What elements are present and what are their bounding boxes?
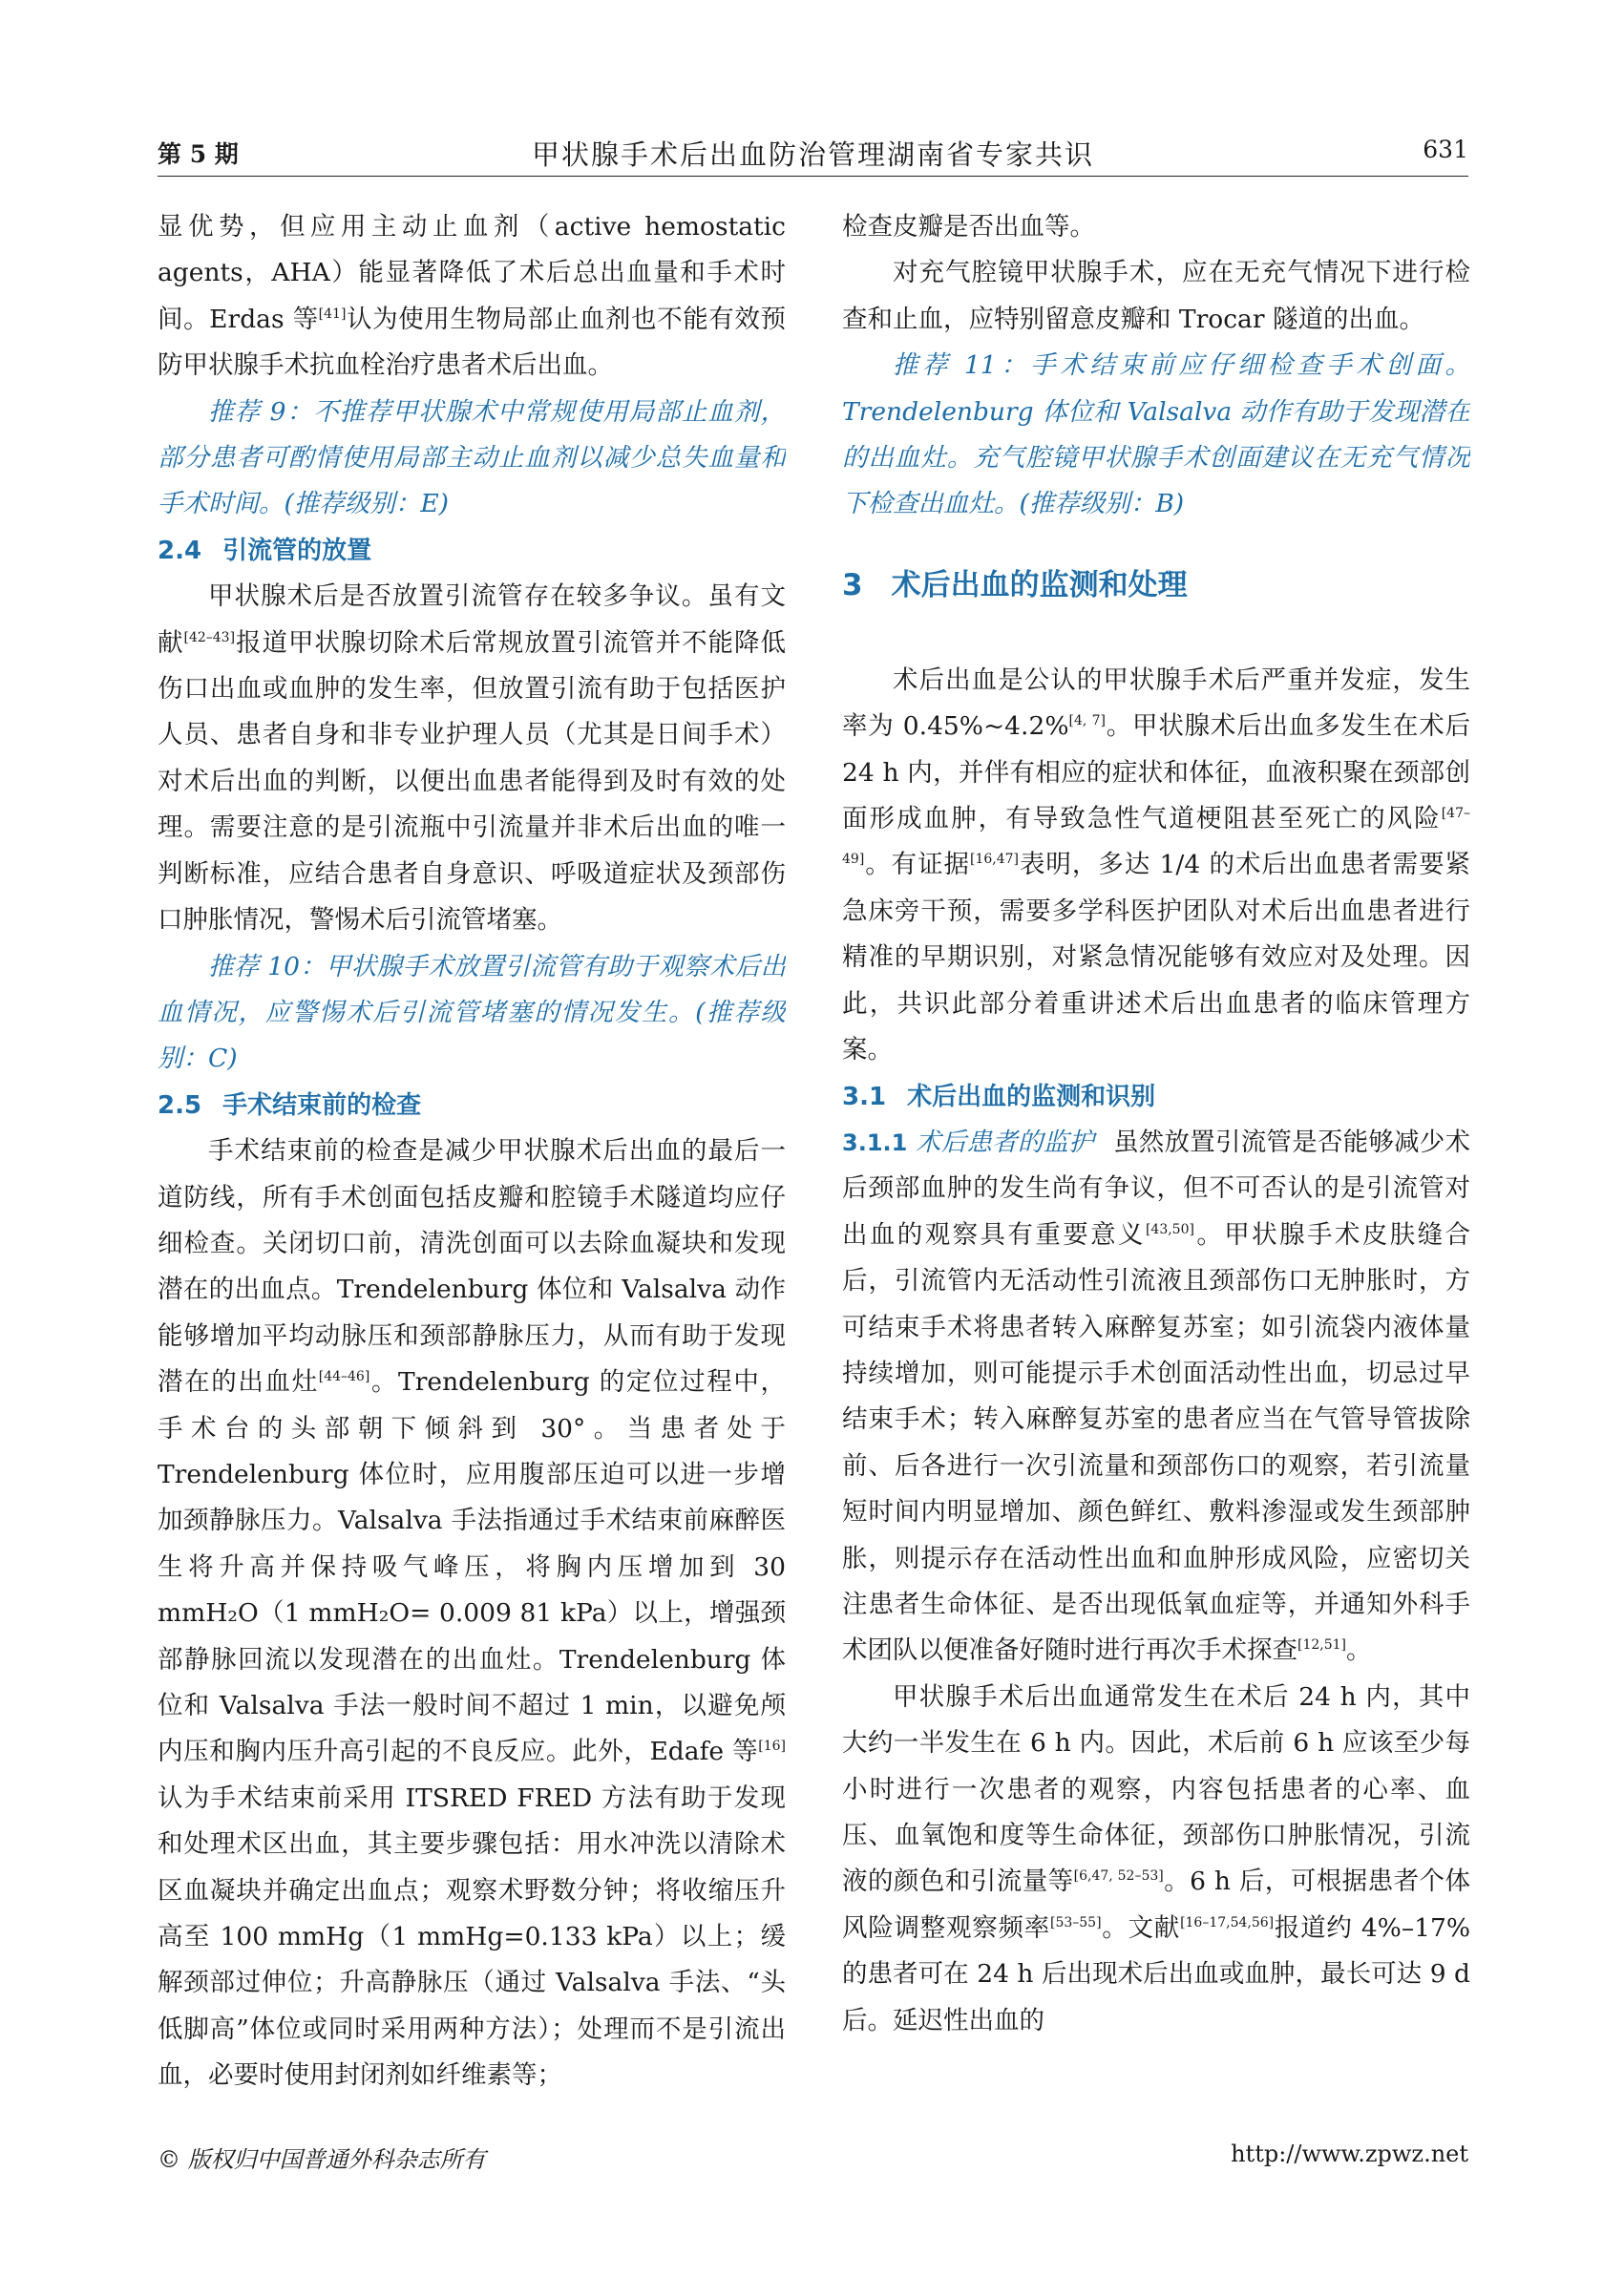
left-column xyxy=(158,204,786,2109)
citation[interactable]: [53–55] xyxy=(1050,1914,1102,1930)
journal-url-link[interactable]: http://www.zpwz.net xyxy=(1231,2141,1468,2167)
subsection-title: 术后患者的监护 xyxy=(916,1127,1095,1157)
paragraph: 3.1.1 术后患者的监护 虽然放置引流管是否能够减少术后颈部血肿的发生尚有争议，但不可否认的是引流管对出血的观察具有重要意义[43,50]。甲状腺手术皮肤缝合后，引流管内无活动性引流液且颈部伤口无肿胀时，方可结束手术将患者转入麻醉复苏室；如引流袋内液体量持续增加，则可能提示手术创面活动性出血，切忌过早结束手术；转入麻醉复苏室的患者应当在气管导管拔除前、后各进行一次引流量和颈部伤口的观察，若引流量短时间内明显增加、颜色鲜红、敷料渗湿或发生颈部肿胀，则提示存在活动性出血和血肿形成风险，应密切关注患者生命体征、是否出现低氧血症等，并通知外科手术团队以便准备好随时进行再次手术探查[12,51]。 xyxy=(842,1127,1470,1666)
citation[interactable]: [47–49] xyxy=(842,806,1470,868)
section-heading-2-4: 2.4 引流管的放置 xyxy=(158,536,372,565)
recommendation-9: 推荐 9：不推荐甲状腺术中常规使用局部止血剂，部分患者可酌情使用局部主动止血剂以减少总失血量和手术时间。(推荐级别：E) xyxy=(158,396,786,519)
citation[interactable]: [42–43] xyxy=(183,629,236,645)
subsection-number: 3.1.1 xyxy=(842,1128,908,1156)
paragraph: 检查皮瓣是否出血等。 xyxy=(842,212,1095,242)
citation[interactable]: [12,51] xyxy=(1297,1637,1347,1654)
page-number: 631 xyxy=(1423,136,1468,163)
copyright-notice: © 版权归中国普通外科杂志所有 xyxy=(158,2146,486,2173)
citation[interactable]: [16–17,54,56] xyxy=(1180,1914,1275,1930)
paragraph: 甲状腺术后是否放置引流管存在较多争议。虽有文献[42–43]报道甲状腺切除术后常规放置引流管并不能降低伤口出血或血肿的发生率，但放置引流有助于包括医护人员、患者自身和非专业护理人员（尤其是日间手术）对术后出血的判断，以便出血患者能得到及时有效的处理。需要注意的是引流瓶中引流量并非术后出血的唯一判断标准，应结合患者自身意识、呼吸道症状及颈部伤口肿胀情况，警惕术后引流管堵塞。 xyxy=(158,581,786,936)
citation[interactable]: [4, 7] xyxy=(1068,713,1106,729)
citation[interactable]: [41] xyxy=(318,306,347,322)
right-column xyxy=(842,204,1470,2109)
section-heading-3: 3 术后出血的监测和处理 xyxy=(842,567,1188,602)
journal-running-title: 甲状腺手术后出血防治管理湖南省专家共识 xyxy=(531,138,1094,171)
running-header xyxy=(158,132,1468,174)
paragraph: 术后出血是公认的甲状腺手术后严重并发症，发生率为 0.45%~4.2%[4, 7]。甲状腺术后出血多发生在术后 24 h 内，并伴有相应的症状和体征，血液积聚在颈部创面形成血肿，有导致急性气道梗阻甚至死亡的风险[47–49]。有证据[16,47]表明，多达 1/4 的术后出血患者需要紧急床旁干预，需要多学科医护团队对术后出血患者进行精准的早期识别，对紧急情况能够有效应对及处理。因此，共识此部分着重讲述术后出血患者的临床管理方案。 xyxy=(842,664,1470,1065)
issue-label: 第 5 期 xyxy=(158,140,239,168)
paragraph: 甲状腺手术后出血通常发生在术后 24 h 内，其中大约一半发生在 6 h 内。因此，术后前 6 h 应该至少每小时进行一次患者的观察，内容包括患者的心率、血压、血氧饱和度等生命体征，颈部伤口肿胀情况，引流液的颜色和引流量等[6,47, 52–53]。6 h 后，可根据患者个体风险调整观察频率[53–55]。文献[16–17,54,56]报道约 4%–17% 的患者可在 24 h 后出现术后出血或血肿，最长可达 9 d 后。延迟性出血的 xyxy=(842,1681,1470,2035)
paragraph: 显优势，但应用主动止血剂（active hemostatic agents，AHA）能显著降低了术后总出血量和手术时间。Erdas 等[41]认为使用生物局部止血剂也不能有效预防甲状腺手术抗血栓治疗患者术后出血。 xyxy=(158,212,786,381)
section-heading-2-5: 2.5 手术结束前的检查 xyxy=(158,1090,422,1120)
section-heading-3-1: 3.1 术后出血的监测和识别 xyxy=(842,1082,1156,1111)
citation[interactable]: [44–46] xyxy=(318,1369,370,1385)
citation[interactable]: [6,47, 52–53] xyxy=(1073,1868,1164,1885)
citation[interactable]: [16,47] xyxy=(970,852,1020,868)
paragraph: 对充气腔镜甲状腺手术，应在无充气情况下进行检查和止血，应特别留意皮瓣和 Trocar 隧道的出血。 xyxy=(842,258,1470,334)
recommendation-11: 推荐 11：手术结束前应仔细检查手术创面。Trendelenburg 体位和 Valsalva 动作有助于发现潜在的出血灶。充气腔镜甲状腺手术创面建议在无充气情况下检查出血灶。(推荐级别：B) xyxy=(842,350,1470,519)
paragraph: 手术结束前的检查是减少甲状腺术后出血的最后一道防线，所有手术创面包括皮瓣和腔镜手术隧道均应仔细检查。关闭切口前，清洗创面可以去除血凝块和发现潜在的出血点。Trendelenburg 体位和 Valsalva 动作能够增加平均动脉压和颈部静脉压力，从而有助于发现潜在的出血灶[44–46]。Trendelenburg 的定位过程中，手术台的头部朝下倾斜到 30°。当患者处于 Trendelenburg 体位时，应用腹部压迫可以进一步增加颈静脉压力。Valsalva 手法指通过手术结束前麻醉医生将升高并保持吸气峰压，将胸内压增加到 30 mmH₂O（1 mmH₂O= 0.009 81 kPa）以上，增强颈部静脉回流以发现潜在的出血灶。Trendelenburg 体位和 Valsalva 手法一般时间不超过 1 min，以避免颅内压和胸内压升高引起的不良反应。此外，Edafe 等[16]认为手术结束前采用 ITSRED FRED 方法有助于发现和处理术区出血，其主要步骤包括：用水冲洗以清除术区血凝块并确定出血点；观察术野数分钟；将收缩压升高至 100 mmHg（1 mmHg=0.133 kPa）以上；缓解颈部过伸位；升高静脉压（通过 Valsalva 手法、“头低脚高”体位或同时采用两种方法）；处理而不是引流出血，必要时使用封闭剂如纤维素等； xyxy=(158,1136,786,2091)
citation[interactable]: [43,50] xyxy=(1145,1221,1194,1237)
header-rule xyxy=(158,176,1468,177)
citation[interactable]: [16] xyxy=(758,1739,786,1755)
recommendation-10: 推荐 10：甲状腺手术放置引流管有助于观察术后出血情况，应警惕术后引流管堵塞的情况发生。(推荐级别：C) xyxy=(158,951,786,1074)
